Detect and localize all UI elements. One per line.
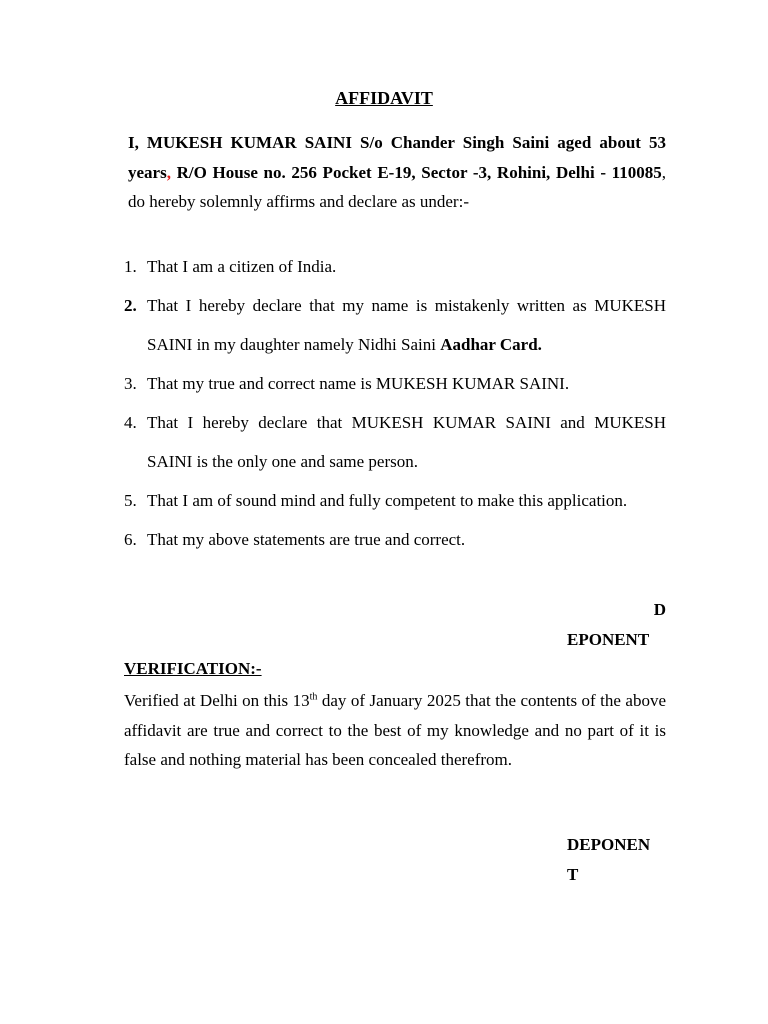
item-number: 5. xyxy=(124,491,137,510)
verification-paragraph xyxy=(124,686,666,775)
date-ordinal-suffix: th xyxy=(309,691,318,703)
item-text: That I am a citizen of India. xyxy=(147,257,337,276)
declaration-item-4 xyxy=(124,403,666,481)
item-number: 2. xyxy=(124,296,137,315)
deponent-label-first-letter: D xyxy=(653,600,666,619)
declaration-item-2 xyxy=(124,286,666,364)
intro-tail: , do hereby solemnly affirms and declare as under:- xyxy=(128,162,666,211)
item-text: That I am of sound mind and fully competent to make this application. xyxy=(147,491,628,510)
deponent-address: R/O House no. 256 Pocket E-19, Sector -3, Rohini, Delhi - 110085 xyxy=(170,162,662,182)
declaration-list xyxy=(124,247,666,559)
item-text-bold: Aadhar Card. xyxy=(440,335,542,354)
verification-heading: VERIFICATION:- xyxy=(124,659,262,678)
deponent-signature-line-1: DEPONEN xyxy=(567,835,651,854)
deponent-label-rest: EPONENT xyxy=(567,630,650,649)
declaration-item-6 xyxy=(124,520,666,559)
deponent-name-details: I, MUKESH KUMAR SAINI S/o Chander Singh Saini aged about 53 years xyxy=(128,133,666,182)
item-text: That I hereby declare that MUKESH KUMAR SAINI and MUKESH SAINI is the only one and same person. xyxy=(147,413,666,471)
declaration-item-5 xyxy=(124,481,666,520)
item-text: That I hereby declare that my name is mistakenly written as MUKESH SAINI in my daughter namely Nidhi Saini xyxy=(147,296,666,354)
declaration-item-1 xyxy=(124,247,666,286)
verification-text-end: day of January 2025 that the contents of the above affidavit are true and correct to the best of my knowledge and no part of it is false and nothing material has been concealed therefrom. xyxy=(124,691,666,769)
item-text: That my above statements are true and correct. xyxy=(147,530,466,549)
intro-paragraph xyxy=(128,128,666,217)
red-comma: , xyxy=(166,162,171,182)
item-number: 3. xyxy=(124,374,137,393)
verification-text-start: Verified at Delhi on this 13 xyxy=(124,691,310,710)
item-number: 1. xyxy=(124,257,137,276)
deponent-signature-line-2: T xyxy=(567,865,579,884)
document-title: AFFIDAVIT xyxy=(335,88,433,108)
item-text: That my true and correct name is MUKESH KUMAR SAINI. xyxy=(147,374,570,393)
item-number: 6. xyxy=(124,530,137,549)
item-number: 4. xyxy=(124,413,137,432)
declaration-item-3 xyxy=(124,364,666,403)
